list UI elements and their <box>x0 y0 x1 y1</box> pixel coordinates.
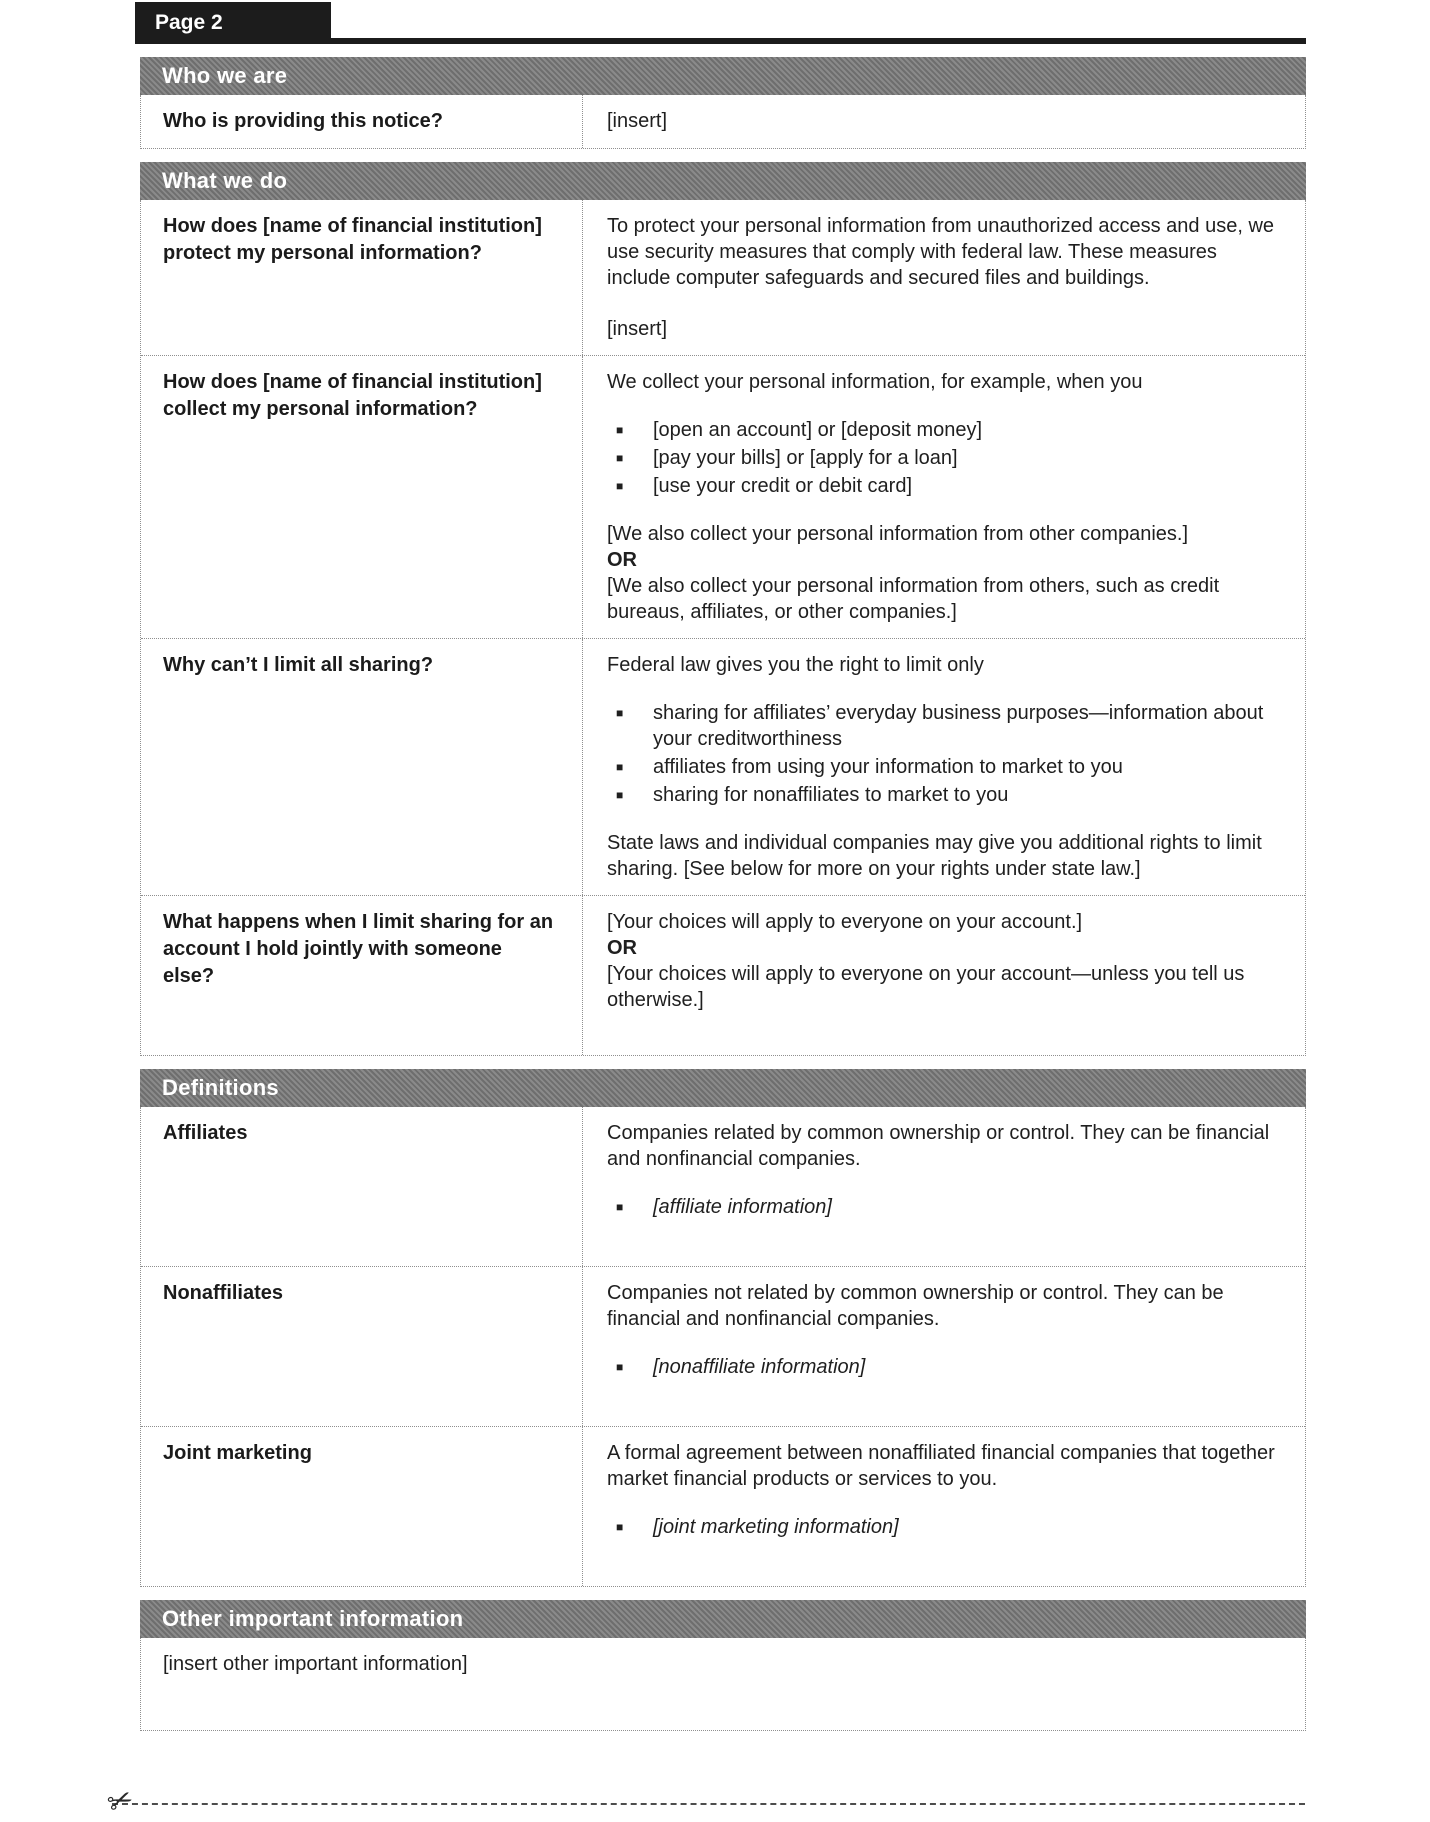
answer-cell <box>583 95 1305 148</box>
section-header-other-information <box>140 1600 1306 1638</box>
question-cell <box>141 200 583 355</box>
list-item <box>607 700 1279 752</box>
list-item <box>607 445 1279 471</box>
bullet-text: affiliates from using your information to market to you <box>653 756 1123 778</box>
list-item <box>607 417 1279 443</box>
answer-cell <box>583 639 1305 895</box>
list-item <box>607 1354 1279 1380</box>
answer-cell <box>583 896 1305 1055</box>
bullet-text: [use your credit or debit card] <box>653 475 913 497</box>
answer-paragraph: To protect your personal information from unauthorized access and use, we use security measures that comply with federal law. These measures include computer safeguards and secured files and buildings. <box>607 215 1275 289</box>
section-title: Other important information <box>162 1606 464 1631</box>
definition-text: A formal agreement between nonaffiliated financial companies that together market financial products or services to you. <box>607 1442 1275 1490</box>
term-cell <box>141 1107 583 1266</box>
table-row <box>141 95 1305 148</box>
table-row <box>141 1638 1305 1690</box>
bullet-text: [open an account] or [deposit money] <box>653 419 983 441</box>
question-text: How does [name of financial institution] collect my personal information? <box>163 371 542 420</box>
answer-option-2: [Your choices will apply to everyone on your account—unless you tell us otherwise.] <box>607 963 1245 1011</box>
list-item <box>607 473 1279 499</box>
bullet-text: sharing for nonaffiliates to market to you <box>653 784 1009 806</box>
list-item <box>607 1514 1279 1540</box>
bullet-list <box>607 1194 1279 1220</box>
definitions-table <box>140 1107 1306 1587</box>
square-bullet-icon: ■ <box>616 1200 624 1214</box>
question-text: Who is providing this notice? <box>163 110 443 132</box>
bullet-text: [joint marketing information] <box>653 1516 899 1538</box>
privacy-notice-page <box>102 8 1306 1822</box>
list-item <box>607 1194 1279 1220</box>
insert-placeholder: [insert] <box>607 110 668 132</box>
bullet-text: sharing for affiliates’ everyday business purposes—information about your creditworthiness <box>653 702 1264 750</box>
section-title: What we do <box>162 168 288 193</box>
section-definitions <box>140 1069 1306 1587</box>
insert-placeholder: [insert other important information] <box>163 1653 468 1675</box>
section-who-we-are <box>140 57 1306 149</box>
definition-cell <box>583 1107 1305 1266</box>
question-cell <box>141 639 583 895</box>
term-cell <box>141 1267 583 1426</box>
who-we-are-table <box>140 95 1306 149</box>
table-row-limit-sharing <box>141 639 1305 896</box>
question-cell <box>141 95 583 148</box>
answer-option-2: [We also collect your personal information from others, such as credit bureaus, affiliates, or other companies.] <box>607 575 1220 623</box>
question-cell <box>141 356 583 638</box>
section-header-what-we-do <box>140 162 1306 200</box>
answer-intro: Federal law gives you the right to limit only <box>607 654 984 676</box>
question-text: Why can’t I limit all sharing? <box>163 654 434 676</box>
square-bullet-icon: ■ <box>616 1520 624 1534</box>
term-text: Affiliates <box>163 1122 248 1144</box>
table-row-joint-account <box>141 896 1305 1055</box>
answer-option-1: [We also collect your personal information from other companies.] <box>607 523 1189 545</box>
term-cell <box>141 1427 583 1586</box>
bullet-list <box>607 1514 1279 1540</box>
bullet-text: [affiliate information] <box>653 1196 832 1218</box>
list-item <box>607 754 1279 780</box>
section-what-we-do <box>140 162 1306 1056</box>
section-title: Definitions <box>162 1075 279 1100</box>
insert-placeholder: [insert] <box>607 318 668 340</box>
table-row-protect <box>141 200 1305 356</box>
list-item <box>607 782 1279 808</box>
question-text: How does [name of financial institution] protect my personal information? <box>163 215 542 264</box>
square-bullet-icon: ■ <box>616 706 624 720</box>
answer-intro: We collect your personal information, for example, when you <box>607 371 1143 393</box>
square-bullet-icon: ■ <box>616 760 624 774</box>
question-text: What happens when I limit sharing for an account I hold jointly with someone else? <box>163 911 554 987</box>
table-row-nonaffiliates <box>141 1267 1305 1427</box>
question-cell <box>141 896 583 1055</box>
what-we-do-table <box>140 200 1306 1056</box>
term-text: Nonaffiliates <box>163 1282 284 1304</box>
page-tab-label: Page 2 <box>155 11 223 34</box>
or-label: OR <box>607 937 637 959</box>
bullet-list <box>607 1354 1279 1380</box>
square-bullet-icon: ■ <box>616 788 624 802</box>
or-label: OR <box>607 549 637 571</box>
bullet-text: [nonaffiliate information] <box>653 1356 866 1378</box>
definition-text: Companies related by common ownership or control. They can be financial and nonfinancial companies. <box>607 1122 1270 1170</box>
square-bullet-icon: ■ <box>616 451 624 465</box>
section-header-definitions <box>140 1069 1306 1107</box>
scissors-icon: ✂ <box>102 1781 139 1822</box>
definition-cell <box>583 1427 1305 1586</box>
answer-cell <box>583 200 1305 355</box>
table-row-affiliates <box>141 1107 1305 1267</box>
square-bullet-icon: ■ <box>616 423 624 437</box>
section-title: Who we are <box>162 63 288 88</box>
term-text: Joint marketing <box>163 1442 312 1464</box>
definition-cell <box>583 1267 1305 1426</box>
page-tab-bar <box>135 8 1306 44</box>
answer-outro: State laws and individual companies may give you additional rights to limit sharing. [See below for more on your rights under state law.] <box>607 832 1262 880</box>
definition-text: Companies not related by common ownership or control. They can be financial and nonfinancial companies. <box>607 1282 1224 1330</box>
page-tab <box>135 2 331 44</box>
section-header-who-we-are <box>140 57 1306 95</box>
other-information-box <box>140 1638 1306 1731</box>
cut-here-divider <box>102 1781 1305 1822</box>
table-row-joint-marketing <box>141 1427 1305 1586</box>
section-other-information <box>140 1600 1306 1731</box>
square-bullet-icon: ■ <box>616 1360 624 1374</box>
bullet-text: [pay your bills] or [apply for a loan] <box>653 447 958 469</box>
bullet-list <box>607 700 1279 808</box>
other-information-cell <box>141 1638 1305 1690</box>
answer-cell <box>583 356 1305 638</box>
table-row-collect <box>141 356 1305 639</box>
answer-option-1: [Your choices will apply to everyone on your account.] <box>607 911 1083 933</box>
bullet-list <box>607 417 1279 499</box>
square-bullet-icon: ■ <box>616 479 624 493</box>
